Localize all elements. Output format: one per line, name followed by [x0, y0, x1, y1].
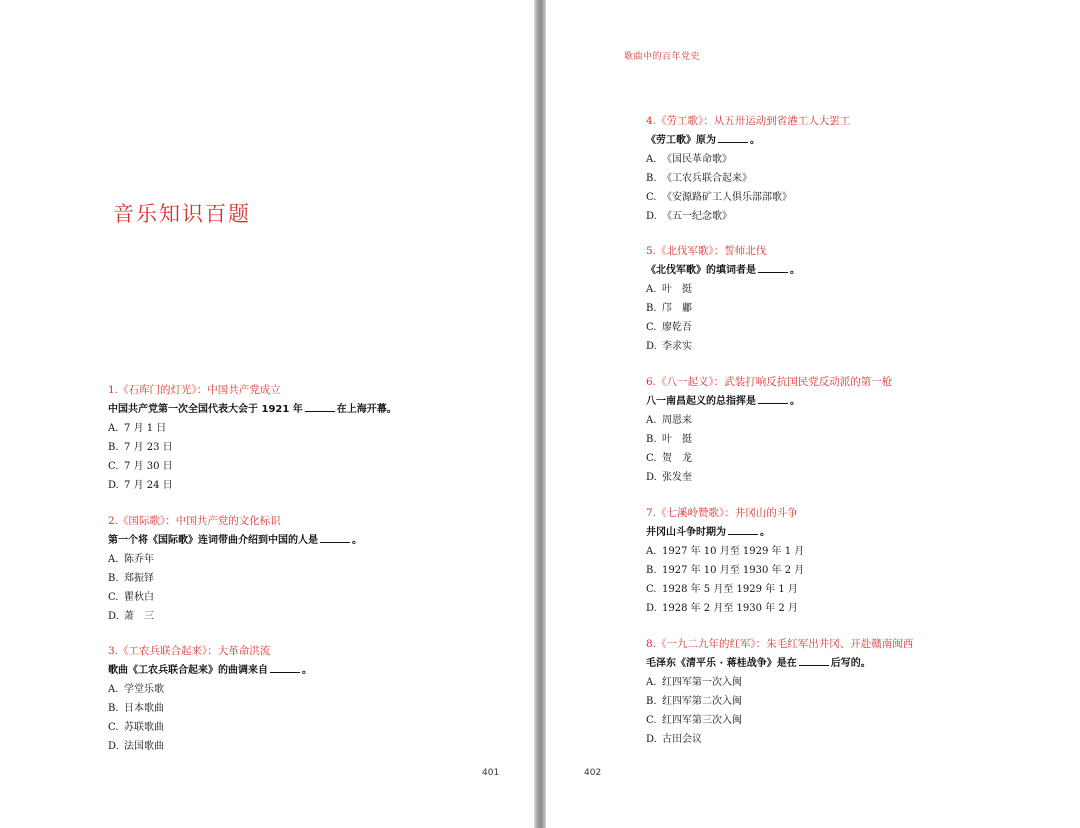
option-letter: C.: [646, 322, 657, 333]
option-d: [108, 476, 508, 495]
option-c: [646, 318, 1046, 337]
question-title: 7.《七溪岭赞歌》：井冈山的斗争: [646, 507, 798, 519]
option-c: [108, 718, 508, 737]
option-a: [108, 550, 508, 569]
option-letter: B.: [108, 442, 119, 453]
option-letter: B.: [646, 434, 657, 445]
option-c: [108, 588, 508, 607]
option-letter: A.: [108, 423, 119, 434]
section-title: 音乐知识百题: [113, 202, 251, 226]
option-letter: B.: [646, 173, 657, 184]
option-text: 1927 年 10 月至 1930 年 2 月: [662, 565, 805, 576]
book-gutter: [534, 0, 546, 828]
option-text: 7 月 23 日: [124, 442, 173, 453]
stem-text: 井冈山斗争时期为: [646, 527, 726, 538]
option-text: 古田会议: [662, 734, 702, 745]
stem-text-end: 。: [302, 665, 312, 676]
option-text: 红四军第三次入闽: [662, 715, 742, 726]
option-text: 7 月 24 日: [124, 480, 173, 491]
option-b: [646, 561, 1046, 580]
option-text: 7 月 30 日: [124, 461, 173, 472]
option-b: [646, 430, 1046, 449]
question-5: [646, 242, 1046, 356]
option-text: 廖乾吾: [662, 322, 692, 333]
option-letter: D.: [646, 341, 657, 352]
stem-text: 毛泽东《清平乐 · 蒋桂战争》是在: [646, 658, 797, 669]
question-title: 8.《一九二九年的红军》：朱毛红军出井冈、开赴赣南闽西: [646, 638, 914, 650]
option-letter: A.: [646, 154, 657, 165]
question-7: [646, 504, 1046, 618]
option-letter: A.: [646, 415, 657, 426]
option-letter: B.: [108, 573, 119, 584]
option-letter: C.: [646, 715, 657, 726]
question-title: 6.《八一起义》：武装打响反抗国民党反动派的第一枪: [646, 376, 893, 388]
stem-text: 《劳工歌》原为: [646, 135, 716, 146]
option-text: 郑振铎: [124, 573, 154, 584]
option-letter: B.: [646, 565, 657, 576]
left-page: [0, 0, 534, 828]
option-letter: D.: [108, 741, 119, 752]
question-stem: [646, 261, 1046, 280]
option-c: [108, 457, 508, 476]
question-stem: [108, 400, 508, 419]
option-text: 萧 三: [124, 611, 154, 622]
stem-text-end: 。: [790, 396, 800, 407]
option-text: 叶 挺: [662, 434, 692, 445]
option-letter: C.: [108, 722, 119, 733]
option-letter: D.: [108, 480, 119, 491]
option-text: 李求实: [662, 341, 692, 352]
stem-text-end: 。: [790, 265, 800, 276]
option-letter: C.: [646, 584, 657, 595]
option-c: [646, 449, 1046, 468]
option-a: [108, 419, 508, 438]
option-letter: A.: [646, 284, 657, 295]
option-letter: C.: [108, 461, 119, 472]
option-d: [646, 468, 1046, 487]
stem-text: 八一南昌起义的总指挥是: [646, 396, 756, 407]
question-title: 2.《国际歌》：中国共产党的文化标识: [108, 515, 281, 527]
option-text: 红四军第一次入闽: [662, 677, 742, 688]
option-c: [646, 711, 1046, 730]
option-text: 陈乔年: [124, 554, 154, 565]
question-stem: [646, 131, 1046, 150]
option-letter: D.: [646, 603, 657, 614]
option-letter: D.: [646, 734, 657, 745]
option-d: [646, 337, 1046, 356]
option-letter: B.: [646, 303, 657, 314]
question-8: [646, 635, 1046, 749]
option-letter: A.: [646, 677, 657, 688]
answer-blank: [758, 262, 788, 273]
question-4: [646, 112, 1046, 226]
stem-text-end: 在上海开幕。: [336, 404, 397, 415]
option-letter: C.: [108, 592, 119, 603]
answer-blank: [758, 393, 788, 404]
stem-text-end: 后写的。: [830, 658, 871, 669]
page-number: 401: [482, 768, 500, 778]
option-c: [646, 188, 1046, 207]
answer-blank: [305, 401, 335, 412]
option-text: 贺 龙: [662, 453, 692, 464]
option-text: 学堂乐歌: [124, 684, 164, 695]
option-d: [646, 599, 1046, 618]
question-title: 1.《石库门的灯光》：中国共产党成立: [108, 384, 281, 396]
answer-blank: [718, 132, 748, 143]
answer-blank: [799, 655, 829, 666]
answer-blank: [728, 524, 758, 535]
option-d: [108, 607, 508, 626]
option-a: [646, 542, 1046, 561]
option-letter: A.: [108, 684, 119, 695]
stem-text: 中国共产党第一次全国代表大会于 1921 年: [108, 404, 303, 415]
option-text: 张发奎: [662, 472, 692, 483]
question-stem: [108, 531, 508, 550]
option-b: [108, 569, 508, 588]
option-text: 1927 年 10 月至 1929 年 1 月: [662, 546, 805, 557]
stem-text: 《北伐军歌》的填词者是: [646, 265, 756, 276]
option-a: [646, 150, 1046, 169]
option-text: 苏联歌曲: [124, 722, 164, 733]
option-a: [646, 280, 1046, 299]
option-d: [646, 207, 1046, 226]
answer-blank: [270, 662, 300, 673]
question-stem: [646, 392, 1046, 411]
option-text: 1928 年 2 月至 1930 年 2 月: [662, 603, 798, 614]
stem-text: 第一个将《国际歌》连词带曲介绍到中国的人是: [108, 535, 318, 546]
option-letter: D.: [646, 472, 657, 483]
option-letter: C.: [646, 192, 657, 203]
option-text: 法国歌曲: [124, 741, 164, 752]
option-text: 红四军第二次入闽: [662, 696, 742, 707]
option-a: [646, 411, 1046, 430]
option-text: 7 月 1 日: [124, 423, 167, 434]
option-text: 《国民革命歌》: [662, 154, 732, 165]
option-letter: D.: [108, 611, 119, 622]
answer-blank: [320, 532, 350, 543]
question-2: [108, 512, 508, 626]
question-title: 5.《北伐军歌》：誓师北伐: [646, 245, 767, 257]
option-letter: B.: [108, 703, 119, 714]
stem-text-end: 。: [750, 135, 760, 146]
option-text: 《五一纪念歌》: [662, 211, 732, 222]
question-6: [646, 373, 1046, 487]
option-text: 1928 年 5 月至 1929 年 1 月: [662, 584, 798, 595]
question-stem: [646, 523, 1046, 542]
page-number: 402: [584, 768, 602, 778]
option-d: [108, 737, 508, 756]
stem-text-end: 。: [352, 535, 362, 546]
option-letter: B.: [646, 696, 657, 707]
option-letter: A.: [108, 554, 119, 565]
option-text: 叶 挺: [662, 284, 692, 295]
question-title: 4.《劳工歌》：从五卅运动到省港工人大罢工: [646, 115, 851, 127]
option-c: [646, 580, 1046, 599]
option-text: 邝 鄘: [662, 303, 692, 314]
running-header: 歌曲中的百年党史: [624, 52, 701, 62]
question-1: [108, 381, 508, 495]
option-text: 瞿秋白: [124, 592, 154, 603]
option-b: [108, 438, 508, 457]
question-title: 3.《工农兵联合起来》：大革命洪流: [108, 645, 271, 657]
option-d: [646, 730, 1046, 749]
stem-text: 歌曲《工农兵联合起来》的曲调来自: [108, 665, 268, 676]
stem-text-end: 。: [760, 527, 770, 538]
option-b: [108, 699, 508, 718]
option-text: 周恩来: [662, 415, 692, 426]
option-text: 日本歌曲: [124, 703, 164, 714]
option-a: [108, 680, 508, 699]
option-text: 《安源路矿工人俱乐部部歌》: [662, 192, 792, 203]
option-b: [646, 169, 1046, 188]
question-3: [108, 642, 508, 756]
option-letter: C.: [646, 453, 657, 464]
option-text: 《工农兵联合起来》: [662, 173, 752, 184]
question-stem: [108, 661, 508, 680]
option-a: [646, 673, 1046, 692]
question-stem: [646, 654, 1046, 673]
option-letter: A.: [646, 546, 657, 557]
option-b: [646, 299, 1046, 318]
option-b: [646, 692, 1046, 711]
option-letter: D.: [646, 211, 657, 222]
